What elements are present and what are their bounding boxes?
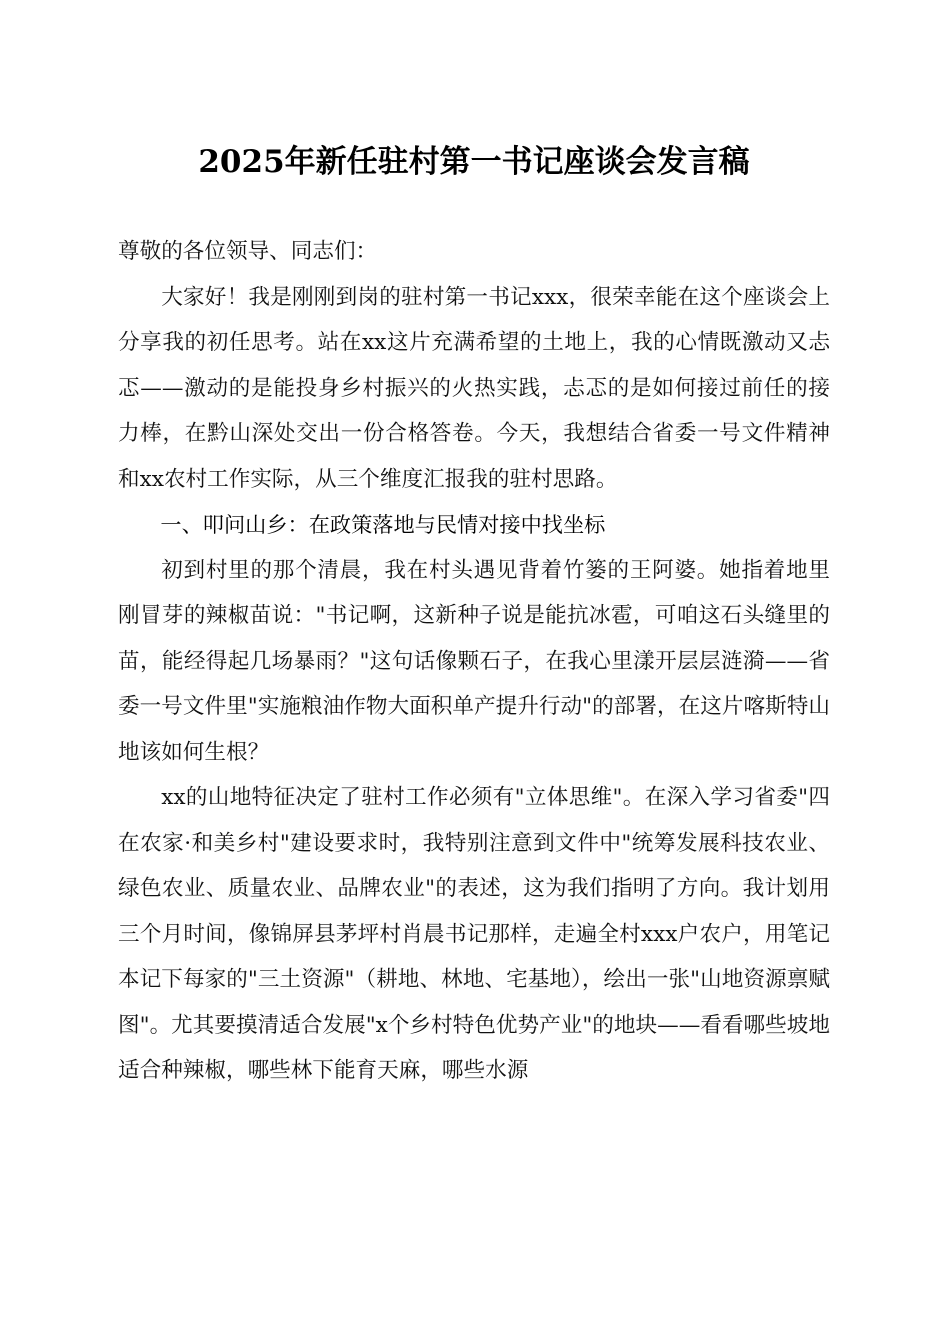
intro-paragraph: 大家好！我是刚刚到岗的驻村第一书记xxx，很荣幸能在这个座谈会上分享我的初任思考。站在xx这片充满希望的土地上，我的心情既激动又忐忑——激动的是能投身乡村振兴的火热实践，忐忑的是如何接过前任的接力棒，在黔山深处交出一份合格答卷。今天，我想结合省委一号文件精神和xx农村工作实际，从三个维度汇报我的驻村思路。 xyxy=(118,284,830,492)
document-body xyxy=(118,229,830,1094)
section-heading: 一、叩问山乡：在政策落地与民情对接中找坐标 xyxy=(160,512,606,537)
salutation: 尊敬的各位领导、同志们： xyxy=(118,239,378,264)
body-paragraph: xx的山地特征决定了驻村工作必须有"立体思维"。在深入学习省委"四在农家·和美乡村"建设要求时，我特别注意到文件中"统筹发展科技农业、绿色农业、质量农业、品牌农业"的表述，这为我们指明了方向。我计划用三个月时间，像锦屏县茅坪村肖晨书记那样，走遍全村xxx户农户，用笔记本记下每家的"三土资源"（耕地、林地、宅基地），绘出一张"山地资源禀赋图"。尤其要摸清适合发展"x个乡村特色优势产业"的地块——看看哪些坡地适合种辣椒，哪些林下能育天麻，哪些水源 xyxy=(118,785,830,1083)
body-paragraph: 初到村里的那个清晨，我在村头遇见背着竹篓的王阿婆。她指着地里刚冒芽的辣椒苗说："书记啊，这新种子说是能抗冰雹，可咱这石头缝里的苗，能经得起几场暴雨？"这句话像颗石子，在我心里漾开层层涟漪——省委一号文件里"实施粮油作物大面积单产提升行动"的部署，在这片喀斯特山地该如何生根？ xyxy=(118,557,830,765)
document-page xyxy=(118,0,830,1344)
document-title: 2025年新任驻村第一书记座谈会发言稿 xyxy=(198,144,750,180)
